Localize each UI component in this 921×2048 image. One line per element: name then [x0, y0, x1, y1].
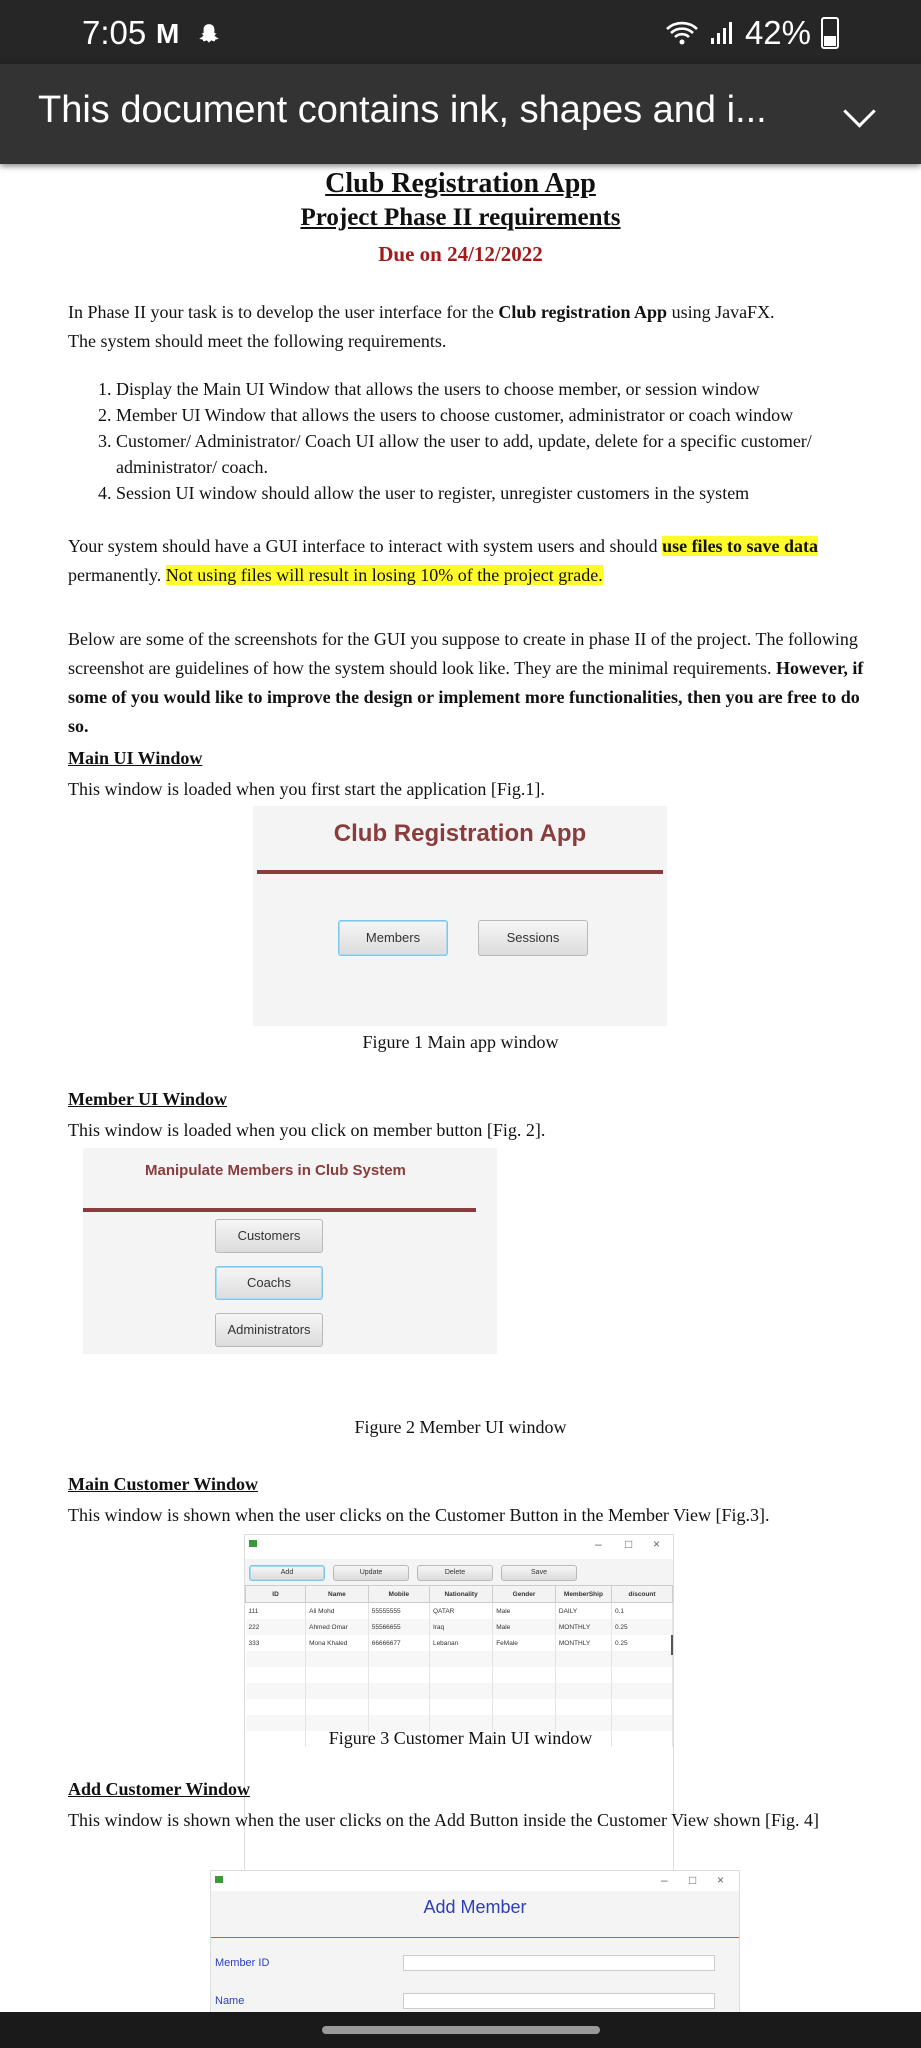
- member-id-input[interactable]: [403, 1955, 715, 1971]
- figure-2-member-window: [83, 1148, 497, 1354]
- customers-button[interactable]: Customers: [215, 1219, 323, 1253]
- administrators-button[interactable]: Administrators: [215, 1313, 323, 1347]
- intro-paragraph: In Phase II your task is to develop the user interface for the Club registration App using JavaFX. The system should meet the following requirements.: [68, 302, 775, 351]
- doc-title: Club Registration App: [325, 168, 596, 199]
- col-discount[interactable]: discount: [611, 1586, 672, 1603]
- table-row[interactable]: 333 Mona Khaled 66666677 Lebanan FeMale MONTHLY 0.25: [246, 1635, 673, 1651]
- heading-add-customer: Add Customer Window: [68, 1779, 251, 1799]
- add-customer-text: This window is shown when the user clicks on the Add Button inside the Customer View shown [Fig. 4]: [68, 1810, 820, 1830]
- customer-table[interactable]: [245, 1585, 673, 1747]
- gmail-icon: M: [156, 18, 180, 49]
- heading-customer: Main Customer Window: [68, 1474, 259, 1494]
- figure-1-main-window: [253, 806, 667, 1026]
- member-ui-text: This window is loaded when you click on member button [Fig. 2].: [68, 1120, 546, 1140]
- customer-text: This window is shown when the user clicks on the Customer Button in the Member View [Fig.3].: [68, 1505, 770, 1525]
- fig3-toolbar: [245, 1559, 673, 1585]
- fig4-divider: [211, 1937, 739, 1938]
- status-right: [665, 14, 839, 52]
- list-item: 1. Display the Main UI Window that allows the users to choose member, or session window: [116, 376, 916, 402]
- document-notice-banner[interactable]: [0, 64, 921, 164]
- chevron-down-icon[interactable]: [843, 95, 876, 128]
- close-icon[interactable]: ×: [717, 1873, 725, 1887]
- table-row: [246, 1667, 673, 1683]
- heading-main-ui: Main UI Window: [68, 748, 203, 768]
- figure-2-caption: Figure 2 Member UI window: [354, 1417, 567, 1437]
- fig2-title: Manipulate Members in Club System: [145, 1162, 406, 1179]
- list-item: 3. Customer/ Administrator/ Coach UI allow the user to add, update, delete for a specific customer/ administrator/ coach.: [116, 428, 916, 480]
- table-row[interactable]: 222 Ahmed Omar 55566655 Iraq Male MONTHLY 0.25: [246, 1619, 673, 1635]
- delete-button[interactable]: Delete: [417, 1565, 493, 1581]
- minimize-icon[interactable]: –: [595, 1537, 602, 1551]
- update-button[interactable]: Update: [333, 1565, 409, 1581]
- fig4-titlebar: [211, 1871, 739, 1891]
- status-time: 7:05: [82, 14, 147, 51]
- app-icon: [249, 1540, 257, 1547]
- fig1-title: Club Registration App: [333, 820, 587, 847]
- table-row: [246, 1651, 673, 1667]
- close-icon[interactable]: ×: [653, 1537, 661, 1551]
- members-button[interactable]: Members: [338, 920, 448, 956]
- list-item: 4. Session UI window should allow the user to register, unregister customers in the system: [116, 480, 916, 506]
- col-membership[interactable]: MemberShip: [555, 1586, 611, 1603]
- signal-icon: [709, 20, 735, 46]
- app-icon: [215, 1876, 223, 1883]
- table-row: [246, 1683, 673, 1699]
- table-row[interactable]: 111 Ali Mohd 55555555 QATAR Male DAILY 0.1: [246, 1603, 673, 1620]
- list-item: 2. Member UI Window that allows the users to choose customer, administrator or coach window: [116, 402, 916, 428]
- figure-3-caption: Figure 3 Customer Main UI window: [328, 1728, 593, 1748]
- col-mobile[interactable]: Mobile: [368, 1586, 429, 1603]
- snapchat-icon: [196, 22, 222, 48]
- add-button[interactable]: Add: [249, 1565, 325, 1581]
- main-ui-text: This window is loaded when you first start the application [Fig.1].: [68, 779, 545, 799]
- coachs-button[interactable]: Coachs: [215, 1266, 323, 1300]
- guidelines-paragraph: Below are some of the screenshots for the GUI you suppose to create in phase II of the project. The following screenshot are guidelines of how the system should look like. They are the minimal requirements. However, if some of you would like to improve the design or implement more functionalities, then you are free to do so.: [68, 629, 864, 736]
- due-date: Due on 24/12/2022: [378, 242, 543, 266]
- document-page: [0, 164, 921, 2012]
- files-paragraph: Your system should have a GUI interface to interact with system users and should use files to save data permanently. Not using files will result in losing 10% of the project grade.: [68, 536, 819, 585]
- fig3-titlebar: [245, 1535, 673, 1559]
- maximize-icon[interactable]: □: [689, 1873, 697, 1887]
- heading-member-ui: Member UI Window: [68, 1089, 228, 1109]
- table-row: [246, 1699, 673, 1715]
- status-bar: [0, 0, 921, 64]
- maximize-icon[interactable]: □: [625, 1537, 633, 1551]
- fig1-divider: [257, 870, 663, 874]
- requirements-list: [68, 376, 916, 506]
- save-button[interactable]: Save: [501, 1565, 577, 1581]
- col-name[interactable]: Name: [306, 1586, 369, 1603]
- col-nationality[interactable]: Nationality: [429, 1586, 492, 1603]
- wifi-icon: [665, 20, 699, 46]
- table-header-row: [246, 1586, 673, 1603]
- banner-text: This document contains ink, shapes and i...: [38, 89, 767, 131]
- fig4-title: Add Member: [423, 1897, 527, 1917]
- name-label: Name: [215, 1995, 245, 2007]
- figure-1-caption: Figure 1 Main app window: [362, 1032, 559, 1052]
- home-gesture-handle[interactable]: [322, 2026, 600, 2034]
- member-id-label: Member ID: [215, 1957, 270, 1969]
- fig2-divider: [83, 1208, 476, 1212]
- battery-percent: 42%: [744, 14, 811, 51]
- battery-icon: [821, 17, 839, 49]
- figure-4-add-member-window: [210, 1870, 740, 2014]
- sessions-button[interactable]: Sessions: [478, 920, 588, 956]
- name-input[interactable]: [403, 1993, 715, 2009]
- table-scrollbar[interactable]: [671, 1635, 673, 1655]
- doc-subtitle: Project Phase II requirements: [300, 204, 621, 231]
- minimize-icon[interactable]: –: [661, 1873, 668, 1887]
- col-gender[interactable]: Gender: [493, 1586, 556, 1603]
- navigation-bar: [0, 2012, 921, 2048]
- col-id[interactable]: ID: [246, 1586, 306, 1603]
